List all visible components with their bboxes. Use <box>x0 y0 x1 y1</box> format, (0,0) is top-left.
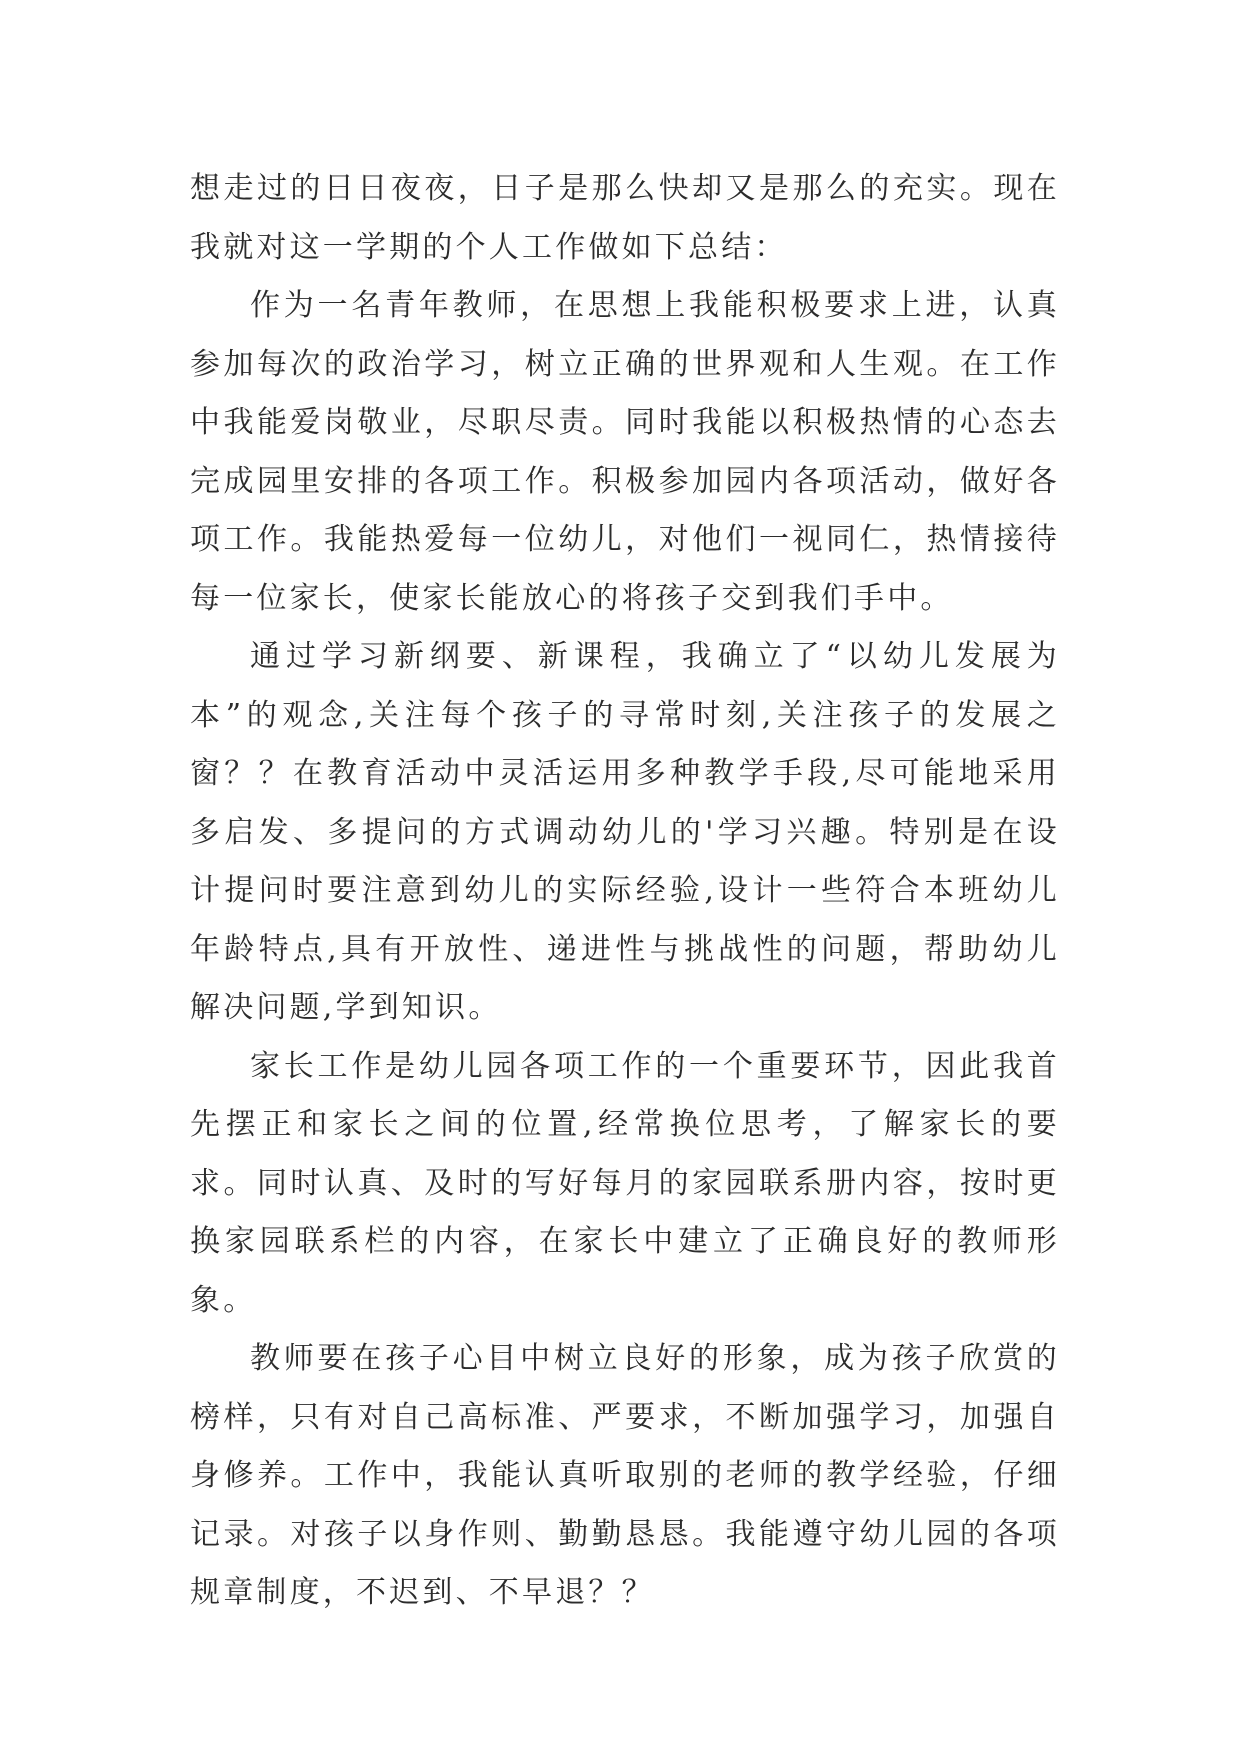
paragraph-3: 通过学习新纲要、新课程，我确立了“以幼儿发展为本”的观念,关注每个孩子的寻常时刻,关注孩子的发展之窗？？在教育活动中灵活运用多种教学手段,尽可能地采用多启发、多提问的方式调动幼儿的'学习兴趣。特别是在设计提问时要注意到幼儿的实际经验,设计一些符合本班幼儿年龄特点,具有开放性、递进性与挑战性的问题，帮助幼儿解决问题,学到知识。 <box>190 639 1060 1025</box>
paragraph-5: 教师要在孩子心目中树立良好的形象，成为孩子欣赏的榜样，只有对自己高标准、严要求，不断加强学习，加强自身修养。工作中，我能认真听取别的老师的教学经验，仔细记录。对孩子以身作则、勤勤恳恳。我能遵守幼儿园的各项规章制度，不迟到、不早退？？ <box>190 1341 1060 1610</box>
paragraph-4: 家长工作是幼儿园各项工作的一个重要环节，因此我首先摆正和家长之间的位置,经常换位思考，了解家长的要求。同时认真、及时的写好每月的家园联系册内容，按时更换家园联系栏的内容，在家长中建立了正确良好的教师形象。 <box>190 1048 1060 1318</box>
paragraph-1: 想走过的日日夜夜，日子是那么快却又是那么的充实。现在我就对这一学期的个人工作做如下总结： <box>190 171 1060 265</box>
document-body <box>190 160 1060 1623</box>
paragraph-2: 作为一名青年教师，在思想上我能积极要求上进，认真参加每次的政治学习，树立正确的世界观和人生观。在工作中我能爱岗敬业，尽职尽责。同时我能以积极热情的心态去完成园里安排的各项工作。积极参加园内各项活动，做好各项工作。我能热爱每一位幼儿，对他们一视同仁，热情接待每一位家长，使家长能放心的将孩子交到我们手中。 <box>190 288 1060 616</box>
